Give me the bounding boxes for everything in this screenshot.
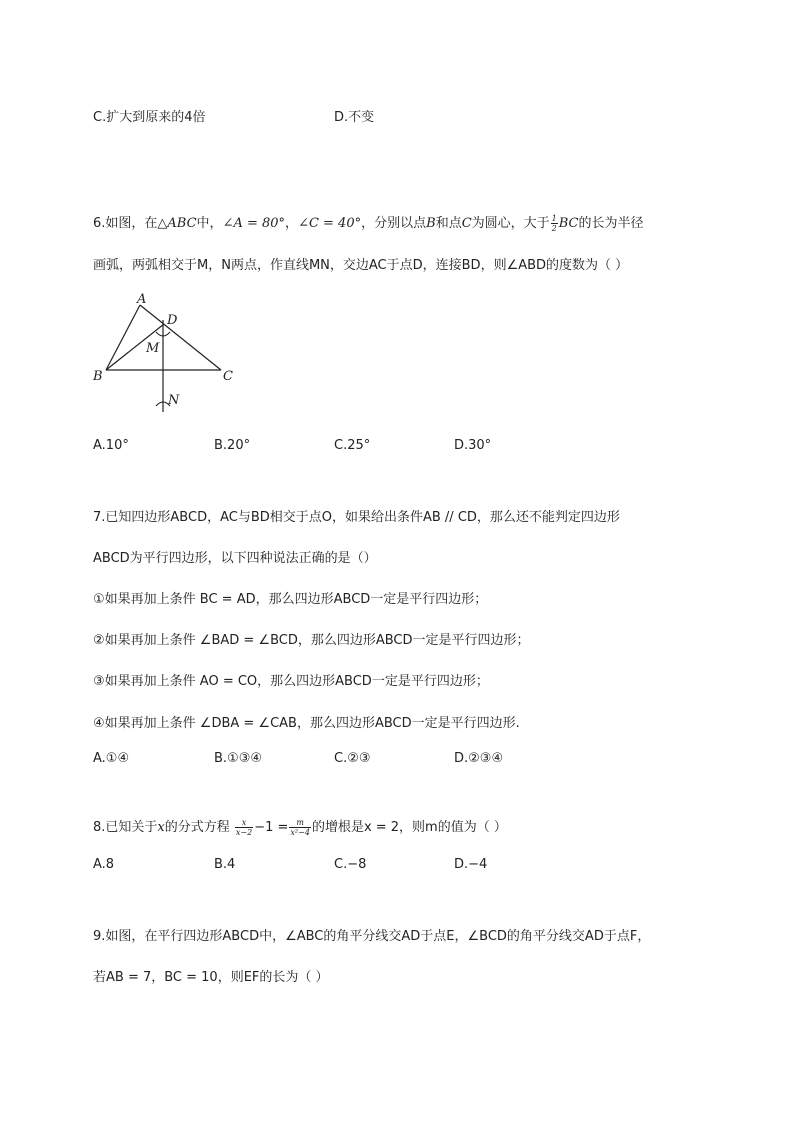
side-ac [140,305,221,370]
q6-triangle: △ABC [157,216,197,231]
label-m: M [146,341,160,356]
q6-text: 中， [196,216,223,231]
q9-stem-line1: 9.如图，在平行四边形ABCD中，∠ABC的角平分线交AD于点E，∠BCD的角平分线交AD于点F， [93,929,651,944]
q6-point-b: B [426,216,436,231]
q8-option-d: D.−4 [454,857,488,872]
q6-text: ，分别以点 [361,216,427,231]
label-c: C [223,369,233,384]
label-a: A [137,292,147,307]
q8-text: 的增根是x = 2，则m的值为（ ） [311,820,507,835]
fraction-denominator: 2 [551,224,557,233]
label-d: D [167,313,178,328]
q7-statement-2: ②如果再加上条件 ∠BAD = ∠BCD，那么四边形ABCD一定是平行四边形； [93,633,530,648]
q8-option-c: C.−8 [334,857,367,872]
q6-stem-line1 [93,212,644,233]
q8-option-a: A.8 [93,857,115,872]
q8-minus-one: −1 = [254,820,289,835]
q6-option-b: B.20° [214,438,251,453]
q6-point-c: C [461,216,472,231]
q7-statement-3: ③如果再加上条件 AO = CO，那么四边形ABCD一定是平行四边形； [93,674,489,689]
q6-triangle-figure [88,288,248,418]
q6-text: 6.如图，在 [93,216,158,231]
q8-stem [93,816,507,837]
fraction-numerator: x [235,818,253,828]
q6-angle-c: ∠C = 40° [298,216,362,231]
q6-half-fraction [551,214,558,233]
q7-option-a: A.①④ [93,751,130,766]
q5-option-c: C.扩大到原来的4倍 [93,110,206,125]
q7-option-b: B.①③④ [214,751,263,766]
q5-option-d: D.不变 [334,110,375,125]
q6-option-c: C.25° [334,438,371,453]
q8-fraction-2 [289,818,311,837]
fraction-numerator: m [289,818,311,828]
q7-stem-line1: 7.已知四边形ABCD，AC与BD相交于点O，如果给出条件AB // CD，那么还不能判定四边形 [93,510,620,525]
q6-text: 和点 [435,216,462,231]
side-ab [106,305,140,370]
q7-option-d: D.②③④ [454,751,504,766]
q7-stem-line2: ABCD为平行四边形，以下四种说法正确的是（） [93,551,377,566]
q6-text: ， [285,216,299,231]
q6-option-a: A.10° [93,438,129,453]
q9-stem-line2: 若AB = 7，BC = 10，则EF的长为（ ） [93,970,329,985]
q7-statement-4: ④如果再加上条件 ∠DBA = ∠CAB，那么四边形ABCD一定是平行四边形. [93,716,520,731]
q8-fraction-1 [235,818,253,837]
q6-text: 的长为半径 [578,216,644,231]
fraction-denominator: x²−4 [290,828,310,837]
q6-stem-line2: 画弧，两弧相交于M，N两点，作直线MN，交边AC于点D，连接BD，则∠ABD的度数为（ ） [93,258,629,273]
q7-statement-1: ①如果再加上条件 BC = AD，那么四边形ABCD一定是平行四边形； [93,592,488,607]
q7-option-c: C.②③ [334,751,371,766]
q8-variable: x [157,820,165,835]
q8-text: 的分式方程 [164,820,230,835]
fraction-denominator: x−2 [235,828,253,837]
label-b: B [93,369,103,384]
q6-option-d: D.30° [454,438,492,453]
q6-segment-bc: BC [558,216,579,231]
fraction-numerator: 1 [551,214,557,223]
label-n: N [168,393,180,408]
q6-angle-a: ∠A = 80° [222,216,286,231]
q8-option-b: B.4 [214,857,236,872]
q6-text: 为圆心，大于 [471,216,550,231]
q8-text: 8.已知关于 [93,820,158,835]
